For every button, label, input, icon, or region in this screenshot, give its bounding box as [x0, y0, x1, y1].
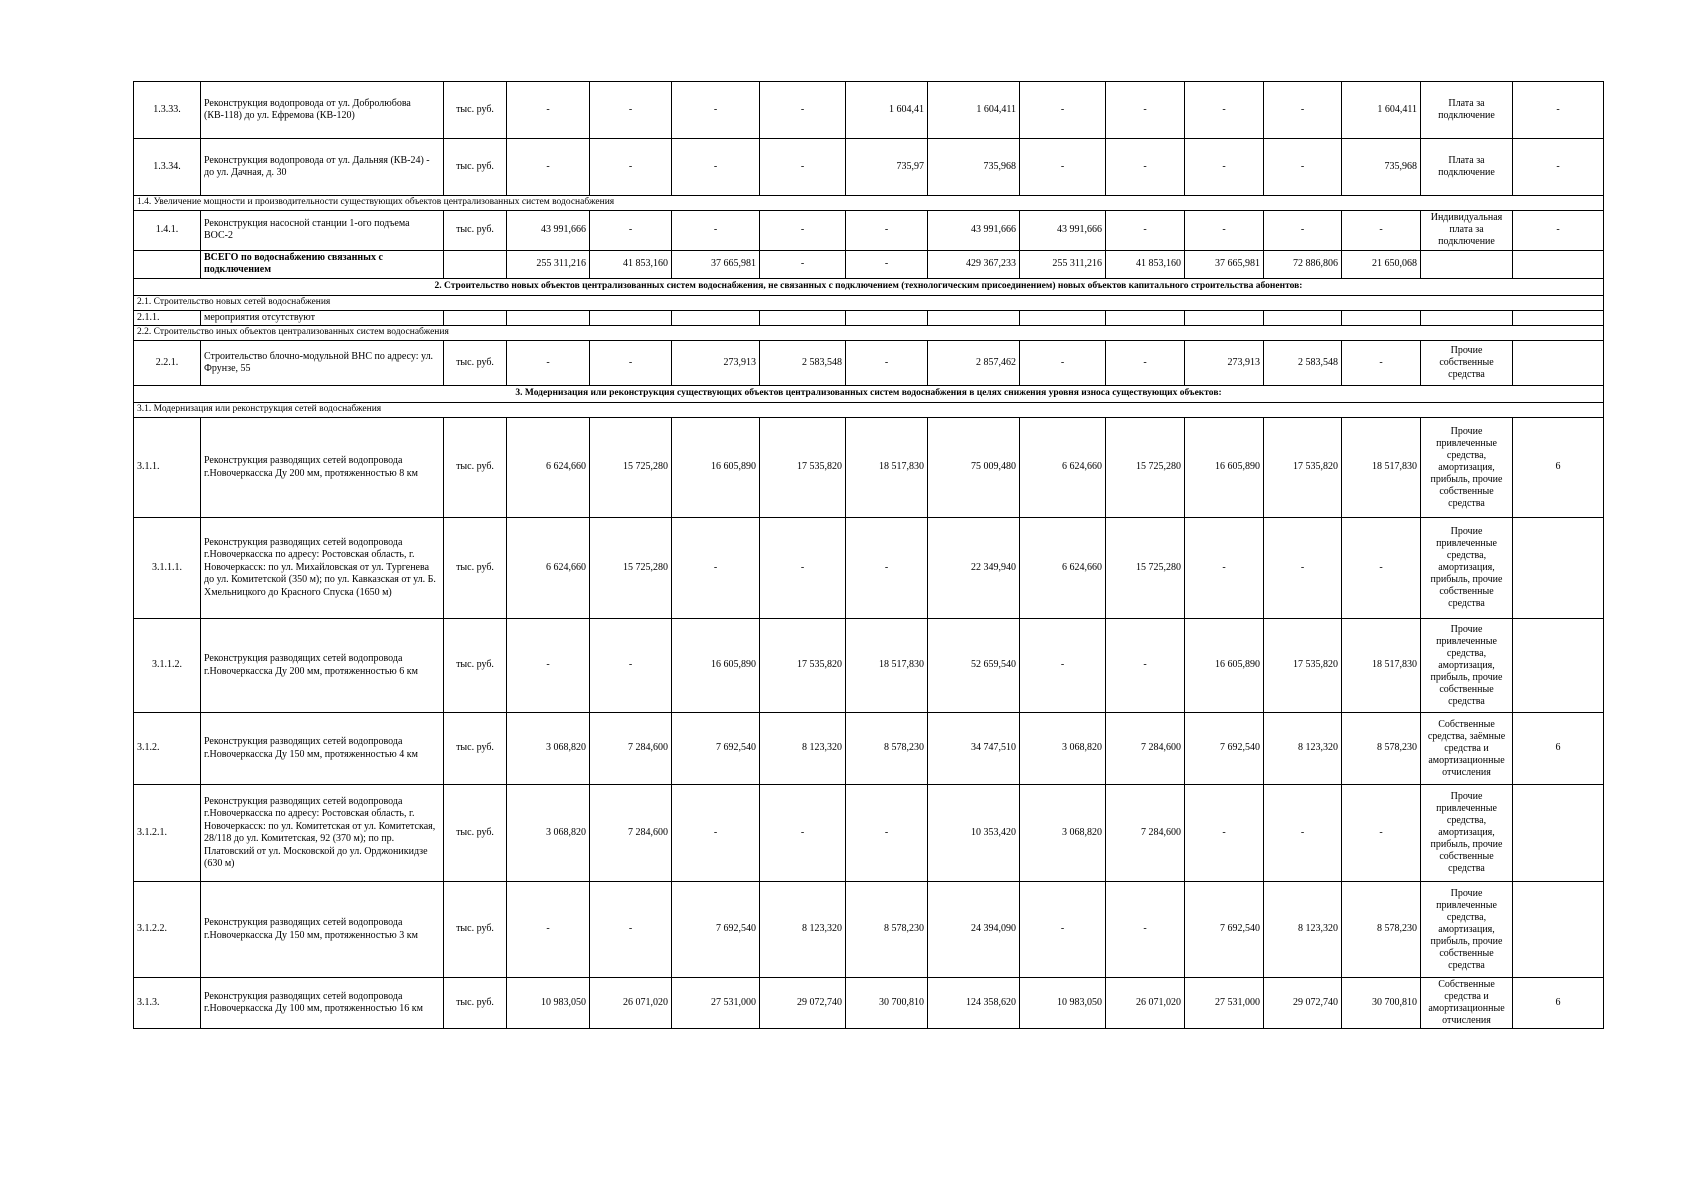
value-cell: 3 068,820	[1020, 713, 1106, 785]
item-number: 3.1.1.2.	[134, 619, 201, 713]
value-cell: 6 624,660	[507, 418, 590, 518]
value-cell: -	[672, 518, 760, 619]
item-number: 2.2.1.	[134, 341, 201, 386]
value-cell: -	[1342, 785, 1421, 882]
item-name: мероприятия отсутствуют	[201, 310, 444, 326]
value-cell: 7 284,600	[590, 713, 672, 785]
unit-cell: тыс. руб.	[444, 518, 507, 619]
item-number: 3.1.2.1.	[134, 785, 201, 882]
value-cell: -	[1342, 518, 1421, 619]
value-cell: -	[1342, 210, 1421, 250]
indicator-cell: -	[1513, 82, 1604, 139]
value-cell: 8 123,320	[760, 882, 846, 978]
value-cell: 255 311,216	[507, 250, 590, 278]
funding-source: Плата за подключение	[1421, 139, 1513, 196]
item-name: Реконструкция разводящих сетей водопровода г.Новочеркасска по адресу: Ростовская область, г. Новочеркасск: по ул. Комитетская от ул. Комитетская, 28/118 до ул. Комитетская, 92 (370 м); по пр. Платовский от ул. Московской до ул. Орджоникидзе (630 м)	[201, 785, 444, 882]
section-row	[134, 295, 1604, 310]
item-name: Реконструкция разводящих сетей водопровода г.Новочеркасска по адресу: Ростовская область, г. Новочеркасск: по ул. Михайловская от ул. Тургенева до ул. Комитетской (350 м); по ул. Кавказская от ул. Б. Хмельницкого до Красного Спуска (1650 м)	[201, 518, 444, 619]
value-cell: -	[1020, 139, 1106, 196]
empty-cell	[846, 310, 928, 326]
empty-cell	[1264, 310, 1342, 326]
funding-source: Собственные средства, заёмные средства и амортизационные отчисления	[1421, 713, 1513, 785]
value-cell: 30 700,810	[846, 978, 928, 1029]
table-row	[134, 418, 1604, 518]
empty-cell	[1513, 310, 1604, 326]
value-cell: -	[590, 139, 672, 196]
value-cell: -	[1185, 82, 1264, 139]
value-cell: 255 311,216	[1020, 250, 1106, 278]
value-cell: 17 535,820	[760, 418, 846, 518]
table-row	[134, 518, 1604, 619]
value-cell: 3 068,820	[507, 785, 590, 882]
value-cell: -	[760, 785, 846, 882]
value-cell: 26 071,020	[1106, 978, 1185, 1029]
value-cell: 1 604,411	[1342, 82, 1421, 139]
value-cell: 29 072,740	[1264, 978, 1342, 1029]
value-cell: -	[1185, 518, 1264, 619]
item-number: 3.1.1.	[134, 418, 201, 518]
value-cell: 7 692,540	[672, 713, 760, 785]
item-name: Реконструкция разводящих сетей водопровода г.Новочеркасска Ду 200 мм, протяженностью 6 км	[201, 619, 444, 713]
value-cell: 18 517,830	[846, 418, 928, 518]
value-cell: 15 725,280	[590, 518, 672, 619]
funding-source: Прочие привлеченные средства, амортизация, прибыль, прочие собственные средства	[1421, 418, 1513, 518]
table-row	[134, 978, 1604, 1029]
item-name: Реконструкция разводящих сетей водопровода г.Новочеркасска Ду 150 мм, протяженностью 3 км	[201, 882, 444, 978]
section-row	[134, 326, 1604, 341]
empty-cell	[928, 310, 1020, 326]
value-cell: 16 605,890	[672, 619, 760, 713]
item-number: 3.1.2.2.	[134, 882, 201, 978]
empty-cell	[590, 310, 672, 326]
investment-program-table	[133, 81, 1604, 1029]
empty-cell	[1421, 250, 1513, 278]
value-cell: -	[846, 250, 928, 278]
indicator-cell: 6	[1513, 418, 1604, 518]
value-cell: 3 068,820	[507, 713, 590, 785]
table-row	[134, 341, 1604, 386]
item-number: 3.1.3.	[134, 978, 201, 1029]
value-cell: 43 991,666	[1020, 210, 1106, 250]
value-cell: 30 700,810	[1342, 978, 1421, 1029]
value-cell: 21 650,068	[1342, 250, 1421, 278]
value-cell: 735,968	[928, 139, 1020, 196]
empty-cell	[444, 250, 507, 278]
value-cell: -	[1106, 882, 1185, 978]
funding-source: Прочие привлеченные средства, амортизация, прибыль, прочие собственные средства	[1421, 882, 1513, 978]
value-cell: -	[1264, 785, 1342, 882]
unit-cell: тыс. руб.	[444, 785, 507, 882]
value-cell: 17 535,820	[1264, 418, 1342, 518]
value-cell: -	[1020, 882, 1106, 978]
item-name: Строительство блочно-модульной ВНС по адресу: ул. Фрунзе, 55	[201, 341, 444, 386]
item-number: 2.1.1.	[134, 310, 201, 326]
item-number: 1.4.1.	[134, 210, 201, 250]
funding-source: Индивидуальная плата за подключение	[1421, 210, 1513, 250]
value-cell: -	[590, 619, 672, 713]
empty-cell	[444, 310, 507, 326]
funding-source: Прочие собственные средства	[1421, 341, 1513, 386]
value-cell: -	[507, 882, 590, 978]
value-cell: -	[1020, 82, 1106, 139]
empty-cell	[134, 250, 201, 278]
value-cell: -	[672, 785, 760, 882]
value-cell: -	[1106, 619, 1185, 713]
value-cell: 735,968	[1342, 139, 1421, 196]
section-title: 3.1. Модернизация или реконструкция сетей водоснабжения	[134, 403, 1604, 418]
unit-cell: тыс. руб.	[444, 139, 507, 196]
value-cell: 52 659,540	[928, 619, 1020, 713]
table-row	[134, 139, 1604, 196]
funding-source: Прочие привлеченные средства, амортизация, прибыль, прочие собственные средства	[1421, 619, 1513, 713]
value-cell: -	[1264, 210, 1342, 250]
funding-source: Плата за подключение	[1421, 82, 1513, 139]
value-cell: 7 284,600	[1106, 713, 1185, 785]
value-cell: -	[1185, 139, 1264, 196]
value-cell: -	[1185, 210, 1264, 250]
section-row	[134, 403, 1604, 418]
value-cell: 37 665,981	[672, 250, 760, 278]
value-cell: -	[1020, 619, 1106, 713]
value-cell: -	[507, 82, 590, 139]
section-title: 2.1. Строительство новых сетей водоснабжения	[134, 295, 1604, 310]
value-cell: -	[846, 341, 928, 386]
value-cell: -	[760, 82, 846, 139]
indicator-cell: 6	[1513, 713, 1604, 785]
empty-cell	[760, 310, 846, 326]
empty-cell	[1106, 310, 1185, 326]
table-row	[134, 82, 1604, 139]
value-cell: -	[760, 210, 846, 250]
value-cell: 10 353,420	[928, 785, 1020, 882]
value-cell: 43 991,666	[928, 210, 1020, 250]
value-cell: -	[590, 882, 672, 978]
funding-source: Прочие привлеченные средства, амортизация, прибыль, прочие собственные средства	[1421, 518, 1513, 619]
value-cell: 18 517,830	[1342, 418, 1421, 518]
value-cell: -	[1020, 341, 1106, 386]
indicator-cell	[1513, 341, 1604, 386]
value-cell: 273,913	[1185, 341, 1264, 386]
value-cell: 16 605,890	[1185, 619, 1264, 713]
value-cell: 18 517,830	[846, 619, 928, 713]
item-name: Реконструкция разводящих сетей водопровода г.Новочеркасска Ду 150 мм, протяженностью 4 км	[201, 713, 444, 785]
value-cell: 1 604,41	[846, 82, 928, 139]
item-number: 1.3.34.	[134, 139, 201, 196]
value-cell: 7 284,600	[590, 785, 672, 882]
value-cell: 34 747,510	[928, 713, 1020, 785]
value-cell: -	[590, 341, 672, 386]
group-heading: 2. Строительство новых объектов централизованных систем водоснабжения, не связанных с подключением (технологическим присоединением) новых объектов капитального строительства абонентов:	[134, 278, 1604, 295]
value-cell: 6 624,660	[1020, 518, 1106, 619]
indicator-cell: -	[1513, 210, 1604, 250]
value-cell: 7 692,540	[672, 882, 760, 978]
value-cell: 29 072,740	[760, 978, 846, 1029]
heading-row	[134, 278, 1604, 295]
value-cell: -	[590, 210, 672, 250]
item-name: Реконструкция разводящих сетей водопровода г.Новочеркасска Ду 100 мм, протяженностью 16 км	[201, 978, 444, 1029]
item-name: Реконструкция водопровода от ул. Дальняя (КВ-24) - до ул. Дачная, д. 30	[201, 139, 444, 196]
section-row	[134, 196, 1604, 211]
value-cell: -	[672, 210, 760, 250]
table-row	[134, 785, 1604, 882]
value-cell: -	[1106, 139, 1185, 196]
value-cell: 15 725,280	[590, 418, 672, 518]
value-cell: 8 123,320	[1264, 882, 1342, 978]
value-cell: -	[760, 250, 846, 278]
value-cell: 41 853,160	[590, 250, 672, 278]
item-number: 1.3.33.	[134, 82, 201, 139]
value-cell: 6 624,660	[507, 518, 590, 619]
total-label: ВСЕГО по водоснабжению связанных с подключением	[201, 250, 444, 278]
item-name: Реконструкция разводящих сетей водопровода г.Новочеркасска Ду 200 мм, протяженностью 8 км	[201, 418, 444, 518]
value-cell: 8 123,320	[1264, 713, 1342, 785]
value-cell: -	[590, 82, 672, 139]
item-name: Реконструкция водопровода от ул. Добролюбова (КВ-118) до ул. Ефремова (КВ-120)	[201, 82, 444, 139]
value-cell: 7 284,600	[1106, 785, 1185, 882]
value-cell: 43 991,666	[507, 210, 590, 250]
table-row	[134, 210, 1604, 250]
value-cell: 24 394,090	[928, 882, 1020, 978]
value-cell: 124 358,620	[928, 978, 1020, 1029]
funding-source: Собственные средства и амортизационные отчисления	[1421, 978, 1513, 1029]
empty-cell	[1513, 250, 1604, 278]
value-cell: -	[1342, 341, 1421, 386]
empty-cell	[672, 310, 760, 326]
value-cell: 27 531,000	[672, 978, 760, 1029]
value-cell: -	[1106, 210, 1185, 250]
value-cell: -	[760, 518, 846, 619]
value-cell: -	[1264, 518, 1342, 619]
value-cell: -	[1185, 785, 1264, 882]
value-cell: -	[846, 518, 928, 619]
empty-cell	[1421, 310, 1513, 326]
value-cell: 8 123,320	[760, 713, 846, 785]
value-cell: 429 367,233	[928, 250, 1020, 278]
unit-cell: тыс. руб.	[444, 82, 507, 139]
indicator-cell	[1513, 518, 1604, 619]
empty-cell	[1020, 310, 1106, 326]
value-cell: 6 624,660	[1020, 418, 1106, 518]
value-cell: 16 605,890	[672, 418, 760, 518]
unit-cell: тыс. руб.	[444, 619, 507, 713]
value-cell: -	[507, 341, 590, 386]
empty-cell	[1185, 310, 1264, 326]
value-cell: 2 583,548	[1264, 341, 1342, 386]
value-cell: -	[1106, 82, 1185, 139]
value-cell: 7 692,540	[1185, 882, 1264, 978]
value-cell: 26 071,020	[590, 978, 672, 1029]
empty-cell	[507, 310, 590, 326]
unit-cell: тыс. руб.	[444, 210, 507, 250]
value-cell: 22 349,940	[928, 518, 1020, 619]
unit-cell: тыс. руб.	[444, 341, 507, 386]
table-row	[134, 619, 1604, 713]
item-number: 3.1.2.	[134, 713, 201, 785]
value-cell: 8 578,230	[1342, 882, 1421, 978]
funding-source: Прочие привлеченные средства, амортизация, прибыль, прочие собственные средства	[1421, 785, 1513, 882]
value-cell: 75 009,480	[928, 418, 1020, 518]
value-cell: 10 983,050	[507, 978, 590, 1029]
indicator-cell	[1513, 619, 1604, 713]
value-cell: 17 535,820	[1264, 619, 1342, 713]
value-cell: -	[1264, 139, 1342, 196]
unit-cell: тыс. руб.	[444, 418, 507, 518]
value-cell: -	[846, 210, 928, 250]
value-cell: 3 068,820	[1020, 785, 1106, 882]
value-cell: 15 725,280	[1106, 418, 1185, 518]
total-row	[134, 250, 1604, 278]
unit-cell: тыс. руб.	[444, 882, 507, 978]
value-cell: 27 531,000	[1185, 978, 1264, 1029]
indicator-cell: -	[1513, 139, 1604, 196]
value-cell: 16 605,890	[1185, 418, 1264, 518]
value-cell: 18 517,830	[1342, 619, 1421, 713]
value-cell: -	[672, 139, 760, 196]
section-title: 1.4. Увеличение мощности и производительности существующих объектов централизованных систем водоснабжения	[134, 196, 1604, 211]
section-title: 2.2. Строительство иных объектов централизованных систем водоснабжения	[134, 326, 1604, 341]
value-cell: 8 578,230	[846, 713, 928, 785]
value-cell: 735,97	[846, 139, 928, 196]
unit-cell: тыс. руб.	[444, 978, 507, 1029]
value-cell: -	[846, 785, 928, 882]
value-cell: -	[507, 619, 590, 713]
table-body	[134, 82, 1604, 1029]
value-cell: 15 725,280	[1106, 518, 1185, 619]
value-cell: 8 578,230	[1342, 713, 1421, 785]
group-heading: 3. Модернизация или реконструкция существующих объектов централизованных систем водоснабжения в целях снижения уровня износа существующих объектов:	[134, 386, 1604, 403]
unit-cell: тыс. руб.	[444, 713, 507, 785]
table-row	[134, 310, 1604, 326]
value-cell: 8 578,230	[846, 882, 928, 978]
value-cell: 2 583,548	[760, 341, 846, 386]
value-cell: 2 857,462	[928, 341, 1020, 386]
indicator-cell: 6	[1513, 978, 1604, 1029]
value-cell: 72 886,806	[1264, 250, 1342, 278]
empty-cell	[1342, 310, 1421, 326]
value-cell: 10 983,050	[1020, 978, 1106, 1029]
value-cell: 17 535,820	[760, 619, 846, 713]
value-cell: -	[1106, 341, 1185, 386]
value-cell: 273,913	[672, 341, 760, 386]
value-cell: 1 604,411	[928, 82, 1020, 139]
item-name: Реконструкция насосной станции 1-ого подъема ВОС-2	[201, 210, 444, 250]
value-cell: -	[672, 82, 760, 139]
value-cell: 41 853,160	[1106, 250, 1185, 278]
value-cell: -	[507, 139, 590, 196]
value-cell: -	[760, 139, 846, 196]
table-row	[134, 713, 1604, 785]
value-cell: 7 692,540	[1185, 713, 1264, 785]
heading-row	[134, 386, 1604, 403]
value-cell: 37 665,981	[1185, 250, 1264, 278]
item-number: 3.1.1.1.	[134, 518, 201, 619]
indicator-cell	[1513, 785, 1604, 882]
value-cell: -	[1264, 82, 1342, 139]
indicator-cell	[1513, 882, 1604, 978]
table-row	[134, 882, 1604, 978]
